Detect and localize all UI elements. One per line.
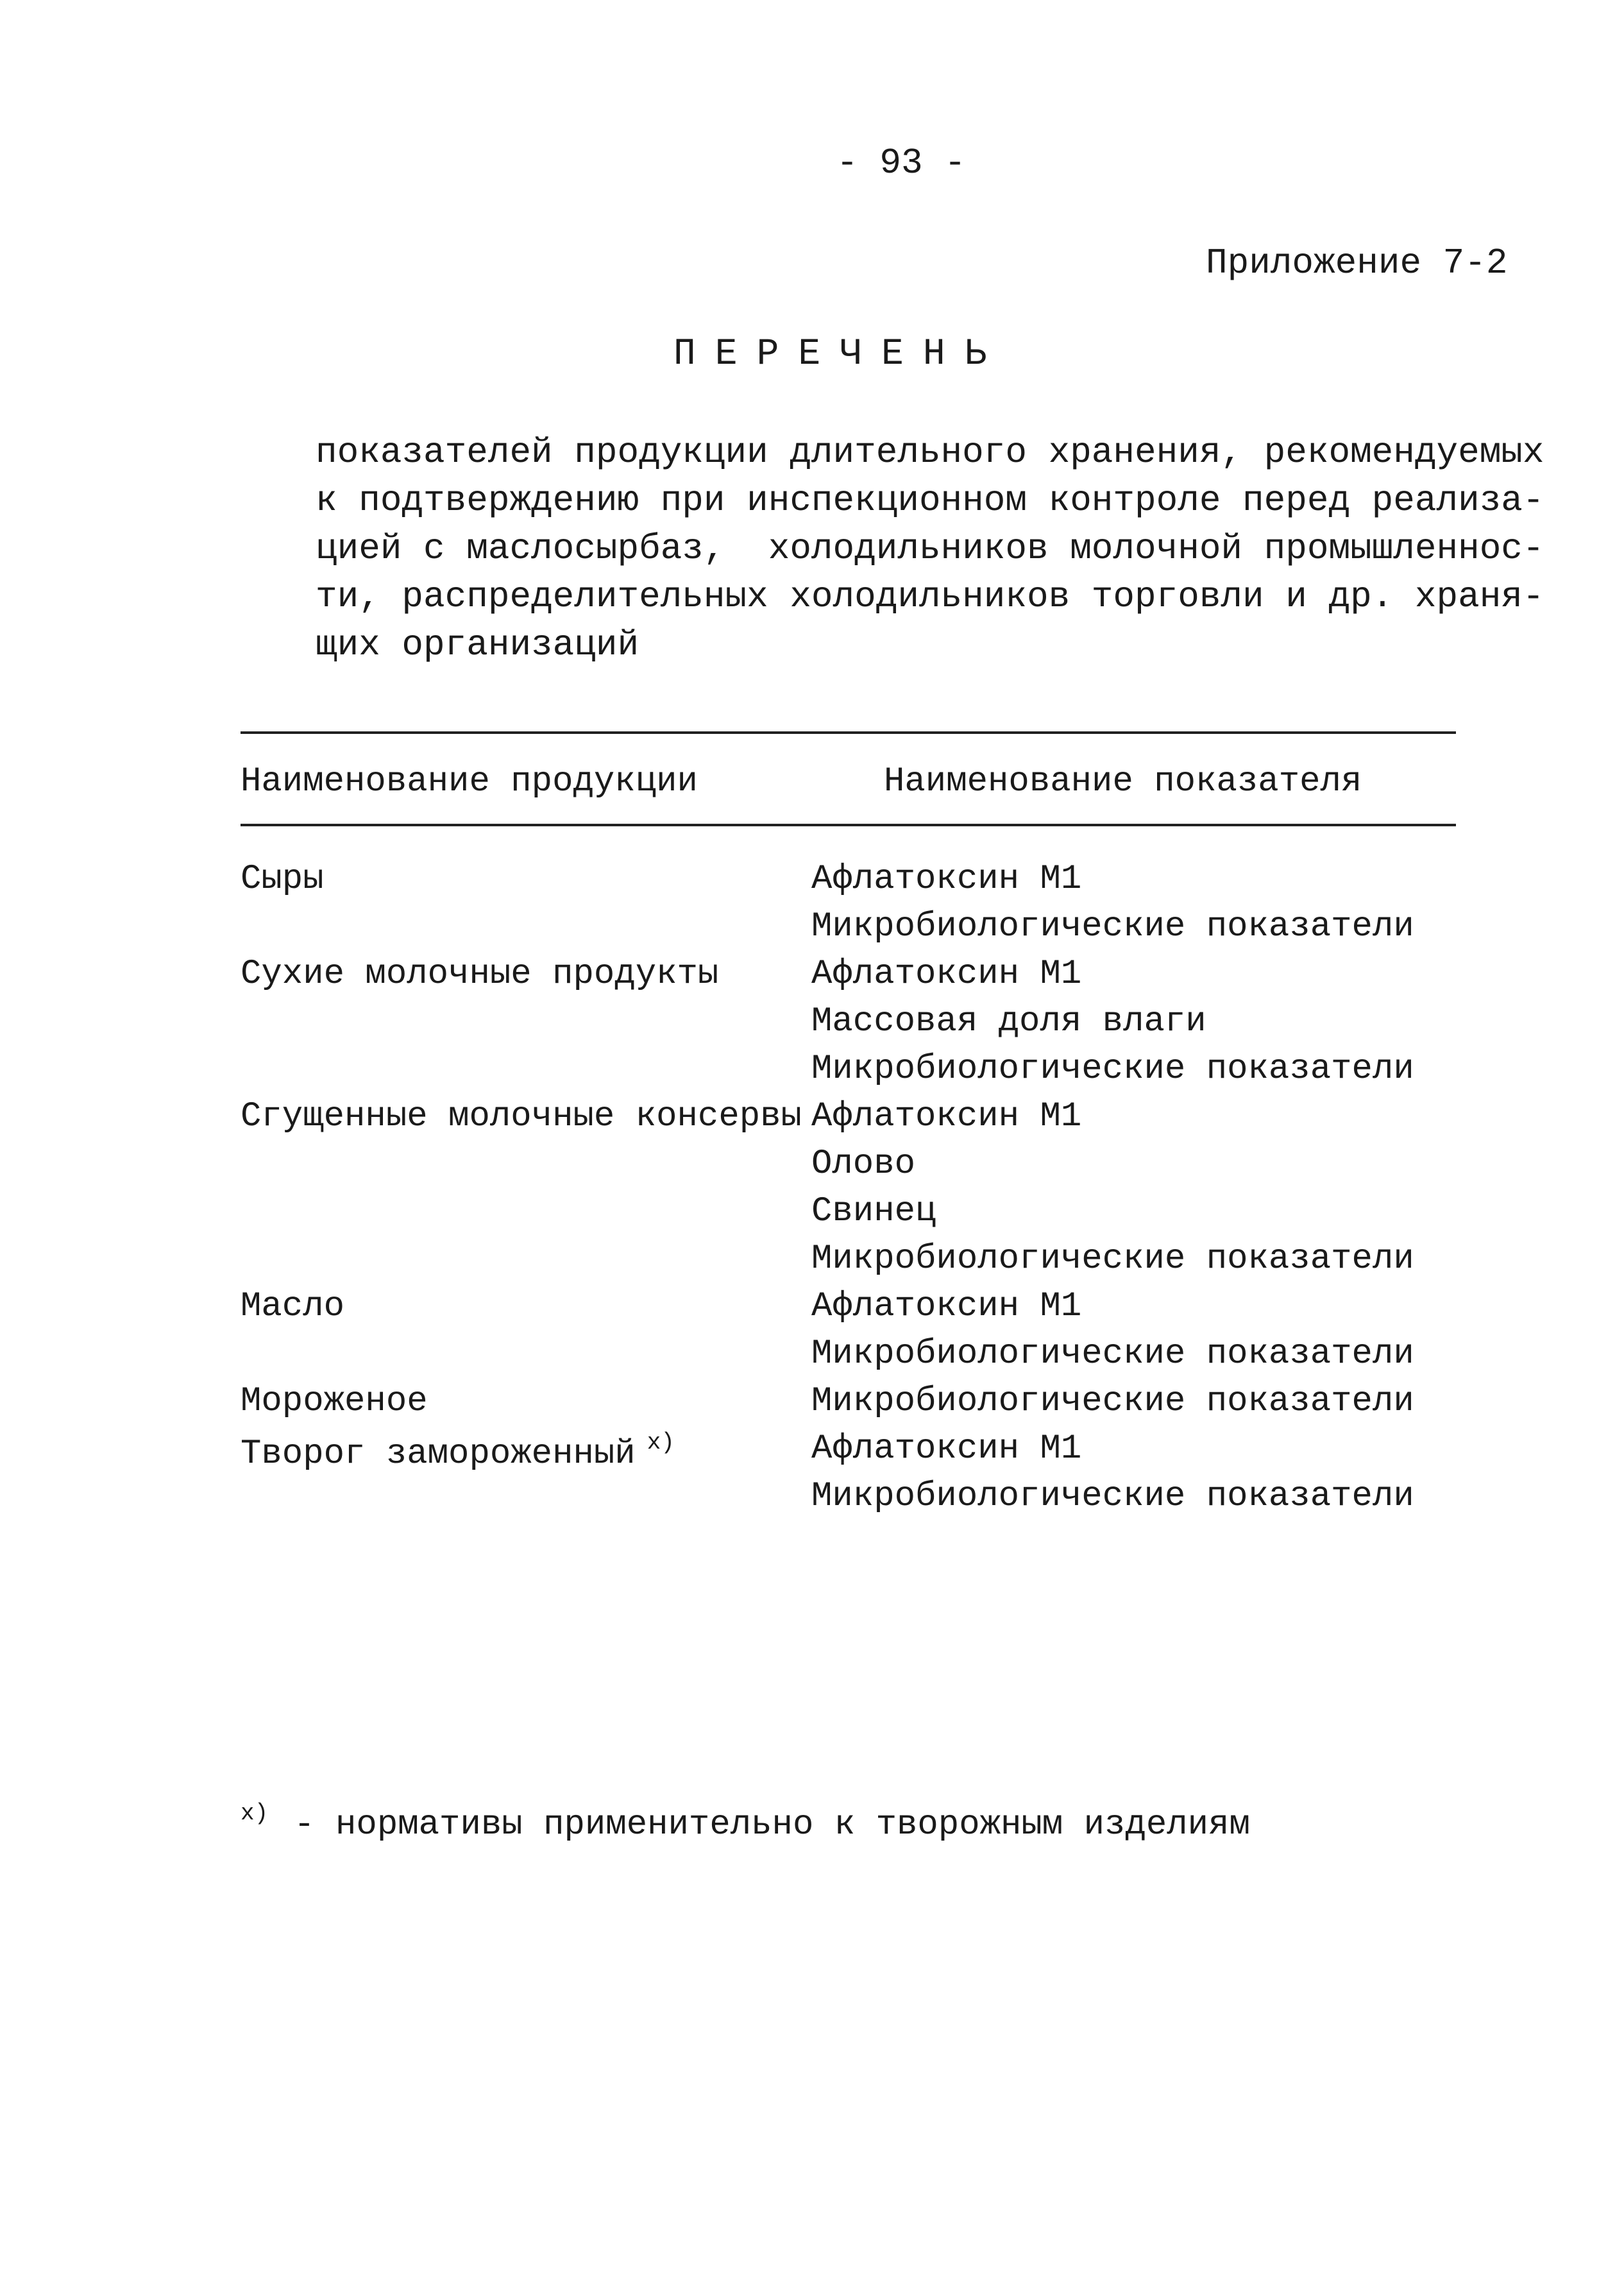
- indicator-name: Микробиологические показатели: [811, 907, 1414, 946]
- product-name: Сухие молочные продукты: [241, 955, 719, 994]
- product-name: Мороженое: [241, 1382, 428, 1421]
- product-name: [241, 1429, 675, 1474]
- document-title: ПЕРЕЧЕНЬ: [673, 334, 1006, 375]
- page-number: - 93 -: [836, 142, 966, 183]
- footnote-text: - нормативы применительно к творожным изделиям: [294, 1805, 1250, 1844]
- indicator-name: Афлатоксин М1: [811, 1097, 1082, 1136]
- footnote: [241, 1800, 1250, 1844]
- indicator-name: Свинец: [811, 1192, 936, 1231]
- description-line: показателей продукции длительного хранения, рекомендуемых: [316, 432, 1544, 473]
- indicator-name: Микробиологические показатели: [811, 1050, 1414, 1089]
- indicator-name: Афлатоксин М1: [811, 1429, 1082, 1469]
- indicator-name: Афлатоксин М1: [811, 860, 1082, 899]
- indicator-name: Микробиологические показатели: [811, 1334, 1414, 1374]
- indicator-name: Олово: [811, 1145, 916, 1184]
- description-line: ти, распределительных холодильников торговли и др. храня-: [316, 576, 1544, 617]
- product-name: Сыры: [241, 860, 324, 899]
- column-header-product: Наименование продукции: [241, 762, 698, 801]
- indicator-name: Афлатоксин М1: [811, 955, 1082, 994]
- description-line: к подтверждению при инспекционном контроле перед реализа-: [316, 480, 1544, 521]
- description-line: щих организаций: [316, 624, 639, 665]
- footnote-marker: х): [647, 1429, 675, 1456]
- indicator-name: Афлатоксин М1: [811, 1287, 1082, 1326]
- appendix-label: Приложение 7-2: [1206, 243, 1508, 284]
- indicator-name: Микробиологические показатели: [811, 1477, 1414, 1516]
- indicator-name: Массовая доля влаги: [811, 1002, 1206, 1041]
- table-top-rule: [241, 731, 1456, 734]
- table-header-rule: [241, 824, 1456, 826]
- product-name: Сгущенные молочные консервы: [241, 1097, 802, 1136]
- indicator-name: Микробиологические показатели: [811, 1239, 1414, 1279]
- document-description: [316, 429, 1544, 669]
- description-line: цией с маслосырбаз, холодильников молочной промышленнос-: [316, 528, 1544, 569]
- product-name-text: Творог замороженный: [241, 1434, 636, 1474]
- column-header-indicator: Наименование показателя: [884, 762, 1362, 801]
- footnote-mark: х): [241, 1800, 269, 1826]
- indicator-name: Микробиологические показатели: [811, 1382, 1414, 1421]
- product-name: Масло: [241, 1287, 345, 1326]
